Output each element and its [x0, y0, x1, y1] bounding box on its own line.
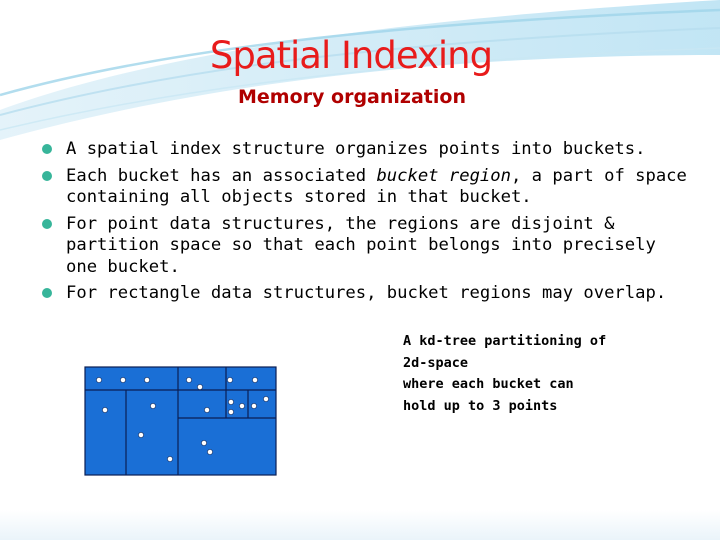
data-point: [102, 407, 107, 412]
data-point: [227, 377, 232, 382]
bullet-emphasis: bucket region: [376, 165, 511, 186]
kd-tree-partition-figure: [84, 366, 279, 478]
bucket-region-space: [85, 367, 276, 475]
data-point: [150, 403, 155, 408]
caption-line: where each bucket can: [403, 376, 574, 392]
bullet-dot-icon: [42, 144, 52, 154]
caption-line: 2d-space: [403, 354, 469, 371]
figure-caption: [403, 331, 683, 417]
bullet-text: For point data structures, the regions are disjoint & partition space so that each point belongs into precisely one bucket.: [66, 213, 656, 277]
data-point: [228, 399, 233, 404]
bullet-dot-icon: [42, 171, 52, 181]
data-point: [252, 377, 257, 382]
bullet-text: , a part of space containing all objects stored in that bucket.: [66, 165, 687, 207]
bullet-item: [42, 166, 692, 209]
slide-subtitle: Memory organization: [238, 86, 466, 108]
bullet-text: For rectangle data structures, bucket regions may overlap.: [66, 283, 667, 303]
data-point: [96, 377, 101, 382]
data-point: [263, 396, 268, 401]
caption-line: A kd-tree partitioning of: [403, 333, 607, 349]
data-point: [228, 409, 233, 414]
bullet-item: [42, 214, 692, 279]
bullet-item: [42, 283, 692, 305]
bullet-text: A spatial index structure organizes points into buckets.: [66, 139, 646, 159]
data-point: [239, 403, 244, 408]
data-point: [251, 403, 256, 408]
bullet-dot-icon: [42, 288, 52, 298]
bullet-text: Each bucket has an associated: [66, 165, 377, 186]
data-point: [120, 377, 125, 382]
data-point: [138, 432, 143, 437]
data-point: [207, 449, 212, 454]
caption-line: hold up to 3 points: [403, 397, 558, 414]
data-point: [197, 384, 202, 389]
slide-title: Spatial Indexing: [209, 34, 493, 77]
bullet-list: [42, 139, 692, 310]
data-point: [144, 377, 149, 382]
data-point: [167, 456, 172, 461]
bullet-dot-icon: [42, 219, 52, 229]
bullet-item: [42, 139, 692, 161]
data-point: [201, 440, 206, 445]
footer-band-decoration: [0, 510, 720, 540]
data-point: [186, 377, 191, 382]
data-point: [204, 407, 209, 412]
